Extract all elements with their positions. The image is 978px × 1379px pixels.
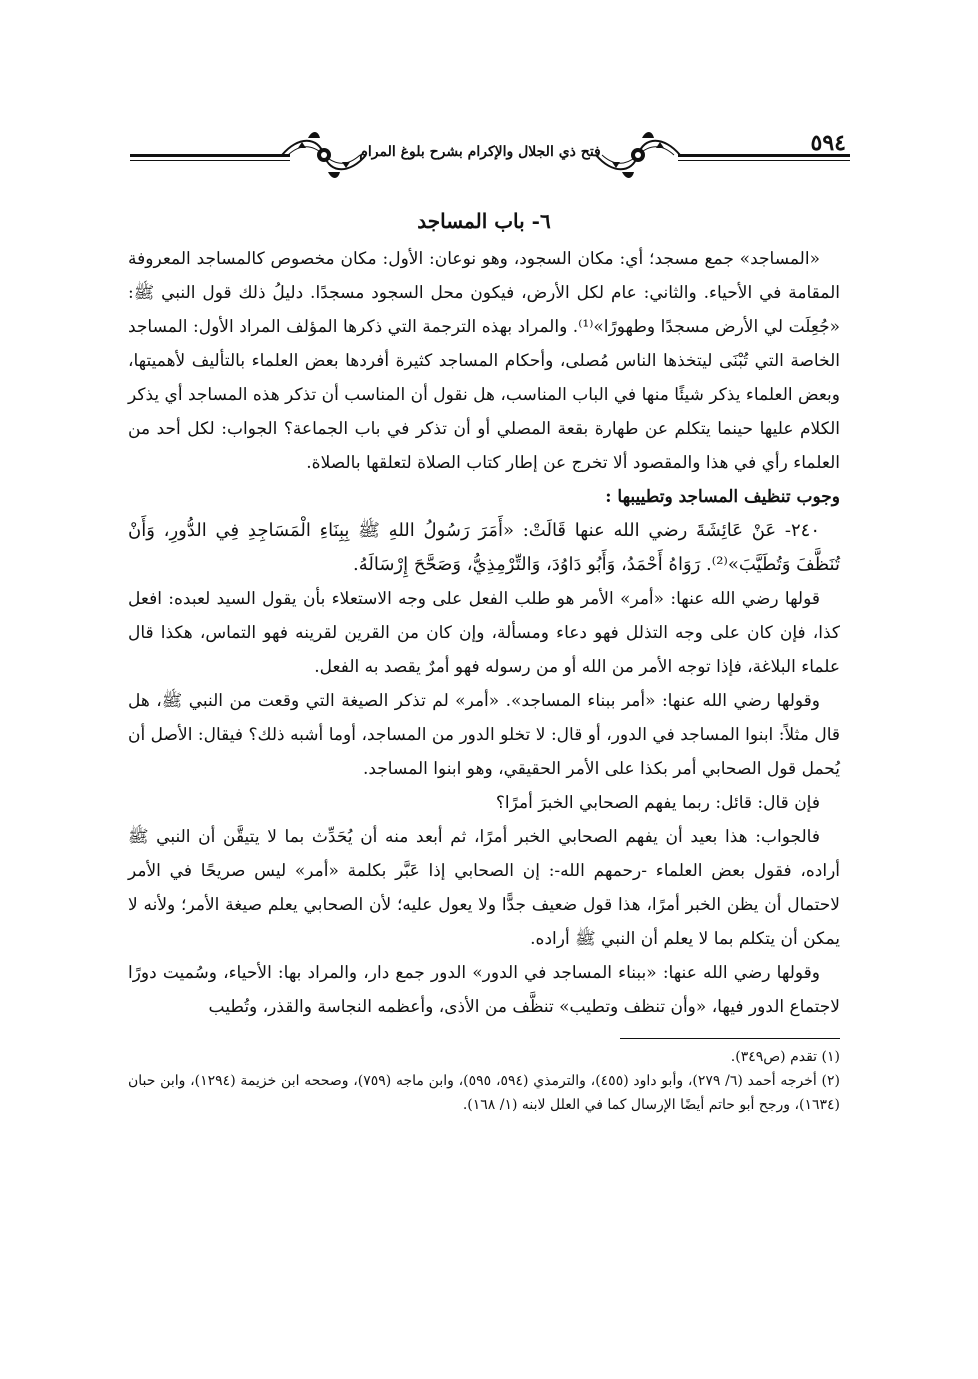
footnote: (١) تقدم (ص٣٤٩). xyxy=(730,1049,840,1065)
footnotes xyxy=(128,1045,840,1117)
paragraph: فالجواب: هذا بعيد أن يفهم الصحابي الخبر أمرًا، ثم أبعد منه أن يُحَدِّث بما لا يتيقَّن أن النبي ﷺ أراده، فقول بعض العلماء -رحمهم الله-: إن الصحابي إذا عَبَّر بكلمة «أمر» ليس صريحًا في الأمر لاحتمال أن يظن الخبر أمرًا، هذا قول ضعيف جدًّا ولا يعول عليه؛ لأن الصحابي يعلم صيغة الأمر؛ ولأنه لا يمكن أن يتكلم بما لا يعلم أن النبي ﷺ أراده. xyxy=(128,827,840,949)
page-content xyxy=(128,200,840,1117)
section-subheading: وجوب تنظيف المساجد وتطييبها : xyxy=(605,487,840,507)
footnote-divider xyxy=(620,1038,840,1039)
footnote: (٢) أخرجه أحمد (٦/ ٢٧٩)، وأبو داود (٤٥٥)، والترمذي (٥٩٤، ٥٩٥)، وابن ماجه (٧٥٩)، وصححه ابن خزيمة (١٢٩٤)، وابن حبان (١٦٣٤)، ورجح أبو حاتم أيضًا الإرسال كما في العلل لابنه (١/ ١٦٨). xyxy=(128,1073,841,1113)
page-header xyxy=(130,118,850,198)
header-rule xyxy=(678,160,850,161)
paragraph: «المساجد» جمع مسجد؛ أي: مكان السجود، وهو نوعان: الأول: مكان مخصوص كالمساجد المعروفة المقامة في الأحياء. والثاني: عام لكل الأرض، فيكون محل السجود مسجدًا. دليلُ ذلك قول النبي ﷺ: «جُعِلَت لي الأرض مسجدًا وطهورًا»⁽¹⁾. والمراد بهذه الترجمة التي ذكرها المؤلف المراد الأول: المساجد الخاصة التي تُبْنَى ليتخذها الناس مُصلى، وأحكام المساجد كثيرة أفردها بعض العلماء بالتأليف لأهميتها، وبعض العلماء يذكر شيئًا منها في الباب المناسب، هل نقول أن المناسب أن تذكر هذه المساجد أي يذكر الكلام عليها حينما يتكلم عن طهارة بقعة المصلي أو أن تذكر في باب الجماعة؟ الجواب: لكل أحد من العلماء رأي في هذا والمقصود ألا تخرج عن إطار كتاب الصلاة لتعلقها بالصلاة. xyxy=(128,249,840,473)
paragraph: قولها رضي الله عنها: «أمر» الأمر هو طلب الفعل على وجه الاستعلاء بأن يقول السيد لعبده: افعل كذا، فإن كان على وجه التذلل فهو دعاء ومسألة، وإن كان من القرين لقرينه فهو التماس، هكذا قال علماء البلاغة، فإذا توجه الأمر من الله أو من رسوله فهو أمرٌ يقصد به الفعل. xyxy=(128,589,840,677)
paragraph: فإن قال: قائل: ربما يفهم الصحابي الخبرَ أمرًا؟ xyxy=(495,793,820,813)
chapter-title: ٦- باب المساجد xyxy=(417,209,551,233)
header-rule xyxy=(130,154,290,157)
page-number: ٥٩٤ xyxy=(810,130,846,156)
paragraph: وقولها رضي الله عنها: «ببناء المساجد في الدور» الدور جمع دار، والمراد بها: الأحياء، وسُميت دورًا لاجتماع الدور فيها، «وأن تنظف وتطيب» تنظَّف من الأذى، وأعظمه النجاسة والقذر، وتُطيب xyxy=(128,963,840,1017)
floral-ornament-icon xyxy=(592,126,684,184)
paragraph: وقولها رضي الله عنها: «أمر ببناء المساجد». «أمر» لم تذكر الصيغة التي وقعت من النبي ﷺ، هل قال مثلاً: ابنوا المساجد في الدور، أو قال: لا تخلو الدور من المساجد، أوما أشبه ذلك؟ فيقال: الأصل أن يُحمل قول الصحابي أمر بكذا على الأمر الحقيقي، وهو ابنوا المساجد. xyxy=(128,691,840,779)
book-title: فتح ذي الجلال والإكرام بشرح بلوغ المرام xyxy=(359,144,601,160)
header-rule xyxy=(130,160,290,161)
hadith-text: ٢٤٠- عَنْ عَائِشَةَ رضي الله عنها قَالَتْ: «أَمَرَ رَسُولُ اللهِ ﷺ بِبِنَاءِ الْمَسَاجِدِ فِي الدُّورِ، وَأَنْ تُنَظَّفَ وَتُطَيَّبَ»⁽²⁾. رَوَاهُ أَحْمَدُ، وَأَبُو دَاوُدَ، وَالتِّرْمِذِيُّ، وَصَحَّحَ إِرْسَالَهُ. xyxy=(128,520,840,575)
